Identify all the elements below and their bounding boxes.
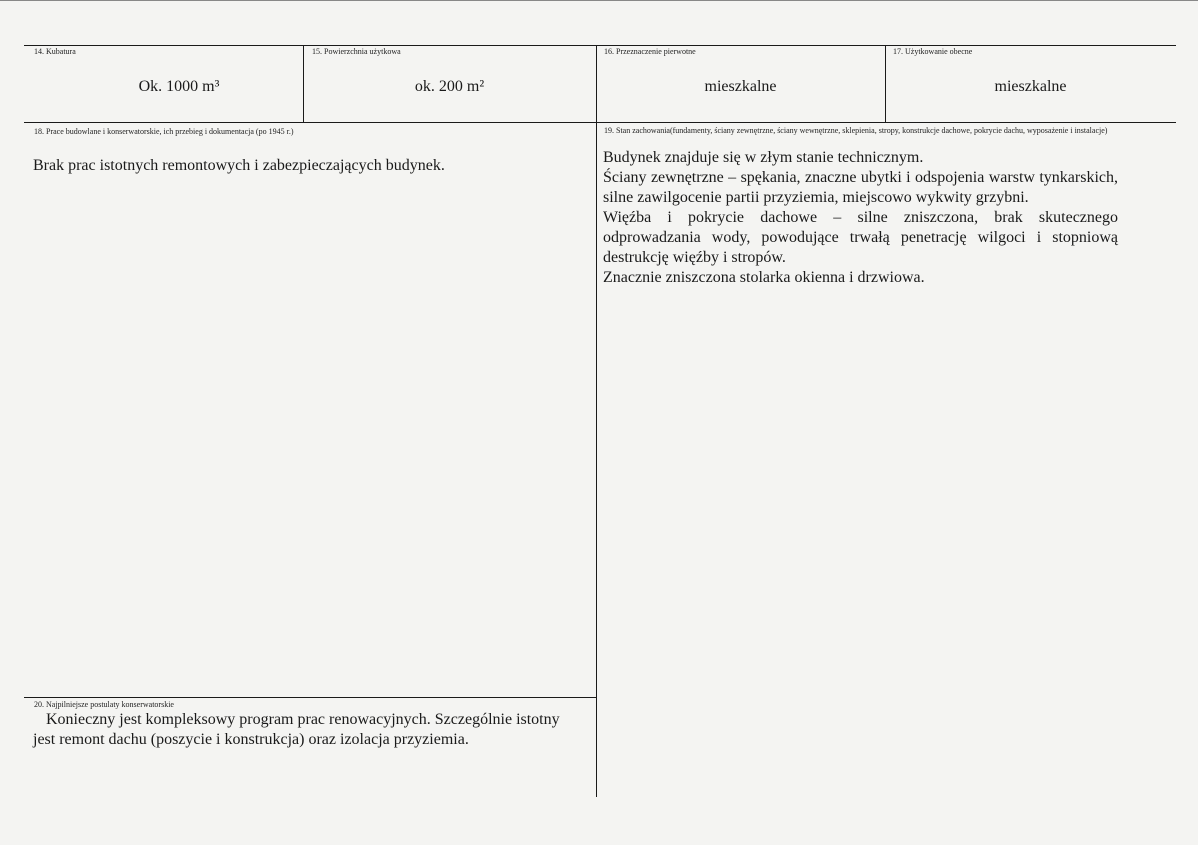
- section20-top-border: [24, 697, 596, 698]
- section-19-paragraph: Więźba i pokrycie dachowe – silne zniszczona, brak skutecznego odprowadzania wody, powodujące trwałą penetrację wilgoci i stopniową destrukcję więźby i stropów.: [603, 209, 1118, 266]
- section-20-label: 20. Najpilniejsze postulaty konserwatorskie: [34, 700, 174, 709]
- field-15-value: ok. 200 m²: [414, 78, 485, 95]
- field-16-label: 16. Przeznaczenie pierwotne: [604, 47, 696, 56]
- field-16-value: mieszkalne: [704, 78, 777, 95]
- table-top-border: [24, 45, 1176, 46]
- section-18-label: 18. Prace budowlane i konserwatorskie, ich przebieg i dokumentacja (po 1945 r.): [34, 127, 294, 136]
- section-19-paragraph: Ściany zewnętrzne – spękania, znaczne ubytki i odspojenia warstw tynkarskich, silne zawilgocenie partii przyziemia, miejscowo wykwity grzybni.: [603, 169, 1118, 206]
- field-14-label: 14. Kubatura: [34, 47, 76, 56]
- scan-edge-line: [0, 0, 1198, 1]
- field-17-label: 17. Użytkowanie obecne: [893, 47, 973, 56]
- divider-15-16: [596, 45, 597, 797]
- section-19-paragraph: Budynek znajduje się w złym stanie technicznym.: [603, 149, 924, 166]
- section-18-text: Brak prac istotnych remontowych i zabezpieczających budynek.: [33, 157, 445, 174]
- section-19-paragraph: Znacznie zniszczona stolarka okienna i drzwiowa.: [603, 269, 925, 286]
- field-17-value: mieszkalne: [994, 78, 1067, 95]
- row1-bottom-border: [24, 122, 1176, 123]
- field-15-label: 15. Powierzchnia użytkowa: [312, 47, 401, 56]
- field-14-value: Ok. 1000 m³: [138, 78, 220, 95]
- section-19-text: [603, 148, 1118, 288]
- section-19-label: 19. Stan zachowania(fundamenty, ściany zewnętrzne, ściany wewnętrzne, sklepienia, stropy, konstrukcje dachowe, pokrycie dachu, wyposażenie i instalacje): [604, 126, 1108, 135]
- section-20-text: Konieczny jest kompleksowy program prac renowacyjnych. Szczególnie istotny jest remont dachu (poszycie i konstrukcja) oraz izolacja przyziemia.: [33, 711, 560, 748]
